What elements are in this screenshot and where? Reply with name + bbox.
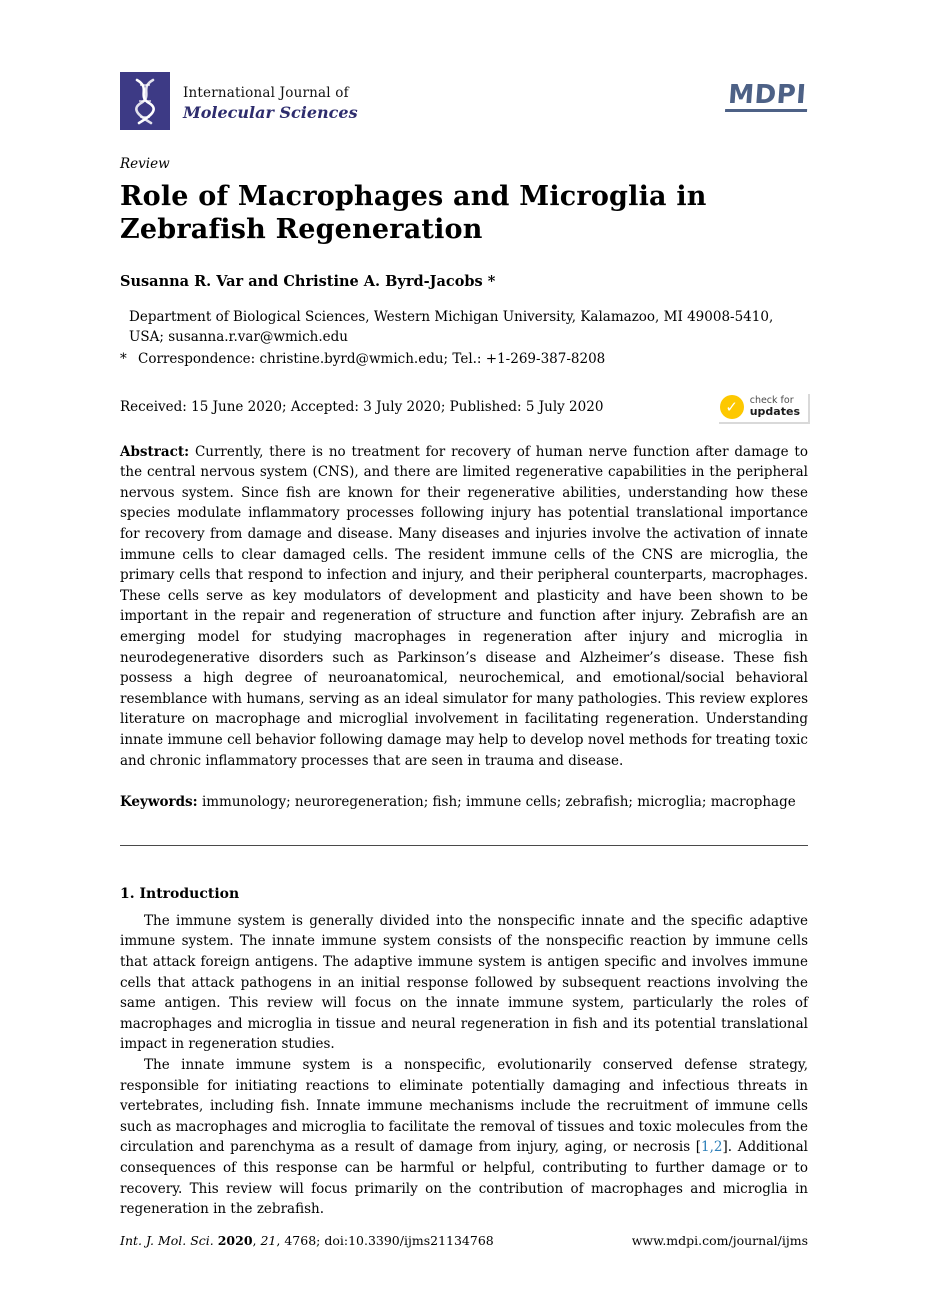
mdpi-logo: MDPI bbox=[725, 82, 809, 112]
footer-volume: 21 bbox=[260, 1233, 277, 1248]
section-divider bbox=[120, 845, 808, 846]
footer-doi[interactable]: , 4768; doi:10.3390/ijms21134768 bbox=[276, 1233, 494, 1248]
intro-paragraph-2-text-b: . Additional consequences of this response can be harmful or helpful, contributing to further damage or to recovery. This review will focus primarily on the contribution of macrophages and microglia in regeneration in the zebrafish. bbox=[120, 1139, 808, 1218]
intro-paragraph-2 bbox=[120, 1055, 808, 1220]
ijms-logo-box bbox=[120, 72, 170, 130]
dates-row bbox=[120, 392, 808, 422]
abstract-label: Abstract: bbox=[120, 443, 190, 460]
check-icon: ✓ bbox=[720, 395, 744, 419]
footer-journal-url[interactable]: www.mdpi.com/journal/ijms bbox=[631, 1233, 808, 1248]
affiliation-text: Department of Biological Sciences, Western Michigan University, Kalamazoo, MI 49008-5410, USA; susanna.r.var@wmich.edu bbox=[129, 308, 774, 346]
footer-separator: , bbox=[252, 1233, 261, 1248]
intro-paragraph-1: The immune system is generally divided into the nonspecific innate and the specific adaptive immune system. The innate immune system consists of the nonspecific reaction by immune cells that attack foreign antigens. The adaptive immune system is antigen specific and involves immune cells that attack pathogens in an initial response followed by subsequent reactions involving the same antigen. This review will focus on the innate immune system, particularly the roles of macrophages and microglia in tissue and neural regeneration in fish and its potential translational impact in regeneration studies. bbox=[120, 912, 808, 1053]
intro-paragraph-2-text-a: The innate immune system is a nonspecific, evolutionarily conserved defense strategy, responsible for initiating reactions to eliminate potentially damaging and infectious threats in vertebrates, including fish. Innate immune mechanisms include the recruitment of immune cells such as macrophages and microglia to facilitate the removal of tissues and toxic molecules from the circulation and parenchyma as a result of damage from injury, aging, or necrosis bbox=[120, 1056, 808, 1156]
correspondence-line bbox=[120, 349, 808, 369]
dates-text: Received: 15 June 2020; Accepted: 3 July 2020; Published: 5 July 2020 bbox=[120, 398, 604, 415]
abstract-paragraph bbox=[120, 442, 808, 772]
correspondence-star: * bbox=[120, 351, 127, 368]
footer-journal-abbrev: Int. J. Mol. Sci. bbox=[120, 1233, 214, 1248]
keywords-label: Keywords: bbox=[120, 794, 198, 811]
dna-helix-icon bbox=[125, 76, 165, 126]
correspondence-text[interactable]: Correspondence: christine.byrd@wmich.edu; Tel.: +1-269-387-8208 bbox=[138, 351, 606, 368]
page-header bbox=[120, 0, 808, 130]
journal-name bbox=[183, 81, 358, 122]
article-type-label: Review bbox=[120, 156, 170, 172]
citation-link-1-2[interactable]: 1,2 bbox=[701, 1139, 723, 1156]
page-title: Role of Macrophages and Microglia in Zebrafish Regeneration bbox=[120, 181, 707, 246]
page-content bbox=[120, 0, 808, 1220]
journal-name-line2: Molecular Sciences bbox=[183, 102, 358, 122]
citation-bracket-open: [ bbox=[695, 1139, 702, 1156]
badge-line2: updates bbox=[749, 404, 800, 418]
badge-text bbox=[750, 396, 800, 418]
check-for-updates-badge[interactable] bbox=[717, 392, 808, 422]
footer-year: 2020 bbox=[217, 1233, 253, 1248]
abstract-text: Currently, there is no treatment for recovery of human nerve function after damage to the central nervous system (CNS), and there are limited regenerative capabilities in the peripheral nervous system. Since fish are known for their regenerative abilities, understanding how these species modulate inflammatory processes following injury has potential translational importance for recovery from damage and disease. Many diseases and injuries involve the activation of innate immune cells to clear damaged cells. The resident immune cells of the CNS are microglia, the primary cells that respond to infection and injury, and their peripheral counterparts, macrophages. These cells serve as key modulators of development and plasticity and have been shown to be important in the repair and regeneration of structure and function after injury. Zebrafish are an emerging model for studying macrophages in regeneration after injury and microglia in neurodegenerative disorders such as Parkinson’s disease and Alzheimer’s disease. These fish possess a high degree of neuroanatomical, neurochemical, and emotional/social behavioral resemblance with humans, serving as an ideal simulator for many pathologies. This review explores literature on macrophage and microglial involvement in facilitating regeneration. Understanding innate immune cell behavior following damage may help to develop novel methods for treating toxic and chronic inflammatory processes that are seen in trauma and disease. bbox=[120, 443, 808, 769]
citation-bracket-close: ] bbox=[722, 1139, 728, 1156]
authors-line: Susanna R. Var and Christine A. Byrd-Jacobs * bbox=[120, 272, 496, 290]
footer-citation[interactable] bbox=[120, 1233, 494, 1248]
badge-line1: check for bbox=[749, 394, 794, 406]
keywords-text: immunology; neuroregeneration; fish; immune cells; zebrafish; microglia; macrophage bbox=[201, 794, 796, 811]
keywords-line bbox=[120, 792, 808, 813]
journal-name-line1: International Journal of bbox=[183, 84, 349, 101]
page-footer bbox=[120, 1233, 808, 1248]
section-heading-introduction: 1. Introduction bbox=[120, 885, 240, 902]
journal-logo bbox=[120, 72, 358, 130]
